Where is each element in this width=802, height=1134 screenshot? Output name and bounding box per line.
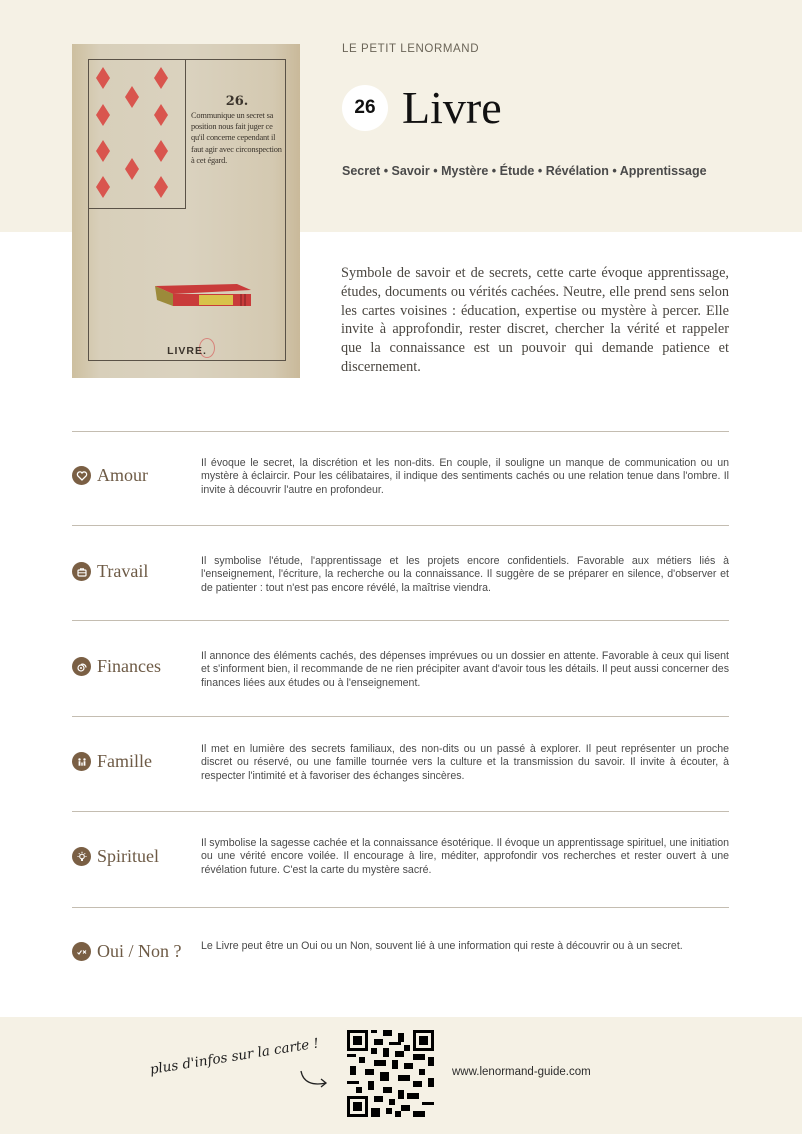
- section-text-spirituel: Il symbolise la sagesse cachée et la connaissance ésotérique. Il évoque un apprentissage spirituel, une initiation ou une vérité encore voilée. Il encourage à lire, méditer, approfondir vos recherches et rester ouvert à une révélation future. C'est la carte du mystère sacré.: [201, 837, 729, 876]
- divider: [72, 716, 729, 717]
- section-title: Spirituel: [97, 846, 159, 866]
- section-label-spirituel: [72, 846, 159, 867]
- section-title: Famille: [97, 751, 152, 771]
- website-link[interactable]: www.lenormand-guide.com: [452, 1066, 591, 1078]
- lightbulb-icon: [72, 847, 91, 866]
- deck-title: LE PETIT LENORMAND: [342, 43, 480, 55]
- section-title: Finances: [97, 656, 161, 676]
- section-text-famille: Il met en lumière des secrets familiaux, des non-dits ou un passé à explorer. Il peut représenter un proche discret ou réservé, ou une famille tournée vers la culture et la transmission du savoir. Il invite à écouter, à respecter l'intimité et à favoriser des échanges sincères.: [201, 743, 729, 782]
- card-number-badge: 26: [342, 85, 388, 131]
- card-suit-panel: [89, 60, 186, 209]
- heart-icon: [72, 466, 91, 485]
- diamond-icon: [154, 104, 168, 126]
- briefcase-icon: [72, 562, 91, 581]
- check-cross-icon: [72, 942, 91, 961]
- section-title: Oui / Non ?: [97, 941, 182, 961]
- section-title: Travail: [97, 561, 149, 581]
- diamond-icon: [96, 176, 110, 198]
- book-icon: [153, 282, 253, 308]
- diamond-icon: [125, 86, 139, 108]
- section-title: Amour: [97, 465, 148, 485]
- diamond-icon: [96, 104, 110, 126]
- section-text-amour: Il évoque le secret, la discrétion et les non-dits. En couple, il souligne un manque de communication ou un mystère à éclaircir. Pour les célibataires, il indique des sentiments cachés ou une relation tenue dans l'ombre. Il invite à découvrir l'autre en profondeur.: [201, 457, 729, 496]
- footer-handwritten-note: plus d'infos sur la carte !: [148, 1035, 320, 1078]
- divider: [72, 431, 729, 432]
- section-text-oui-non: Le Livre peut être un Oui ou un Non, souvent lié à une information qui reste à découvrir ou à un secret.: [201, 940, 683, 952]
- card-image-verse: Communique un secret sa position nous fait juger ce qu'il concerne cependant il faut agir avec circonspection à cet égard.: [191, 111, 282, 165]
- divider: [72, 907, 729, 908]
- diamond-icon: [154, 140, 168, 162]
- card-image-number: 26.: [225, 94, 249, 109]
- section-text-finances: Il annonce des éléments cachés, des dépenses imprévues ou un dossier en attente. Favorable à ceux qui lisent et s'informent bien, il recommande de ne rien précipiter avant d'avoir tous les détails. Il peut aussi concerner des finances liées aux études ou à l'enseignement.: [201, 650, 729, 689]
- qr-code[interactable]: [347, 1030, 434, 1117]
- card-image-name: LIVRE.: [167, 345, 207, 357]
- diamond-icon: [154, 67, 168, 89]
- arrow-icon: [298, 1068, 330, 1090]
- section-text-travail: Il symbolise l'étude, l'apprentissage et les projets encore confidentiels. Favorable aux métiers liés à l'enseignement, l'écriture, la recherche ou la connaissance. Il suggère de se préparer en silence, d'observer et de patienter : tout n'est pas encore révélé, la maîtrise viendra.: [201, 555, 729, 594]
- section-label-travail: [72, 561, 148, 582]
- diamond-icon: [96, 67, 110, 89]
- diamond-icon: [96, 140, 110, 162]
- coins-icon: [72, 657, 91, 676]
- divider: [72, 620, 729, 621]
- section-label-oui-non: [72, 941, 182, 962]
- keywords: Secret • Savoir • Mystère • Étude • Révélation • Apprentissage: [342, 164, 707, 178]
- section-label-famille: [72, 751, 152, 772]
- family-icon: [72, 752, 91, 771]
- diamond-icon: [125, 158, 139, 180]
- divider: [72, 811, 729, 812]
- card-frame: [88, 59, 286, 361]
- section-label-finances: [72, 656, 161, 677]
- intro-paragraph: Symbole de savoir et de secrets, cette carte évoque apprentissage, études, documents ou vérités cachées. Neutre, elle prend sens selon les cartes voisines : éducation, expertise ou mystère à percer. Elle invite à approfondir, rester discret, chercher la vérité et rappeler que la connaissance est un pouvoir qui demande patience et discernement.: [341, 265, 729, 375]
- diamond-icon: [154, 176, 168, 198]
- card-illustration: [72, 44, 300, 378]
- divider: [72, 525, 729, 526]
- page-title: Livre: [402, 82, 502, 133]
- section-label-amour: [72, 465, 148, 486]
